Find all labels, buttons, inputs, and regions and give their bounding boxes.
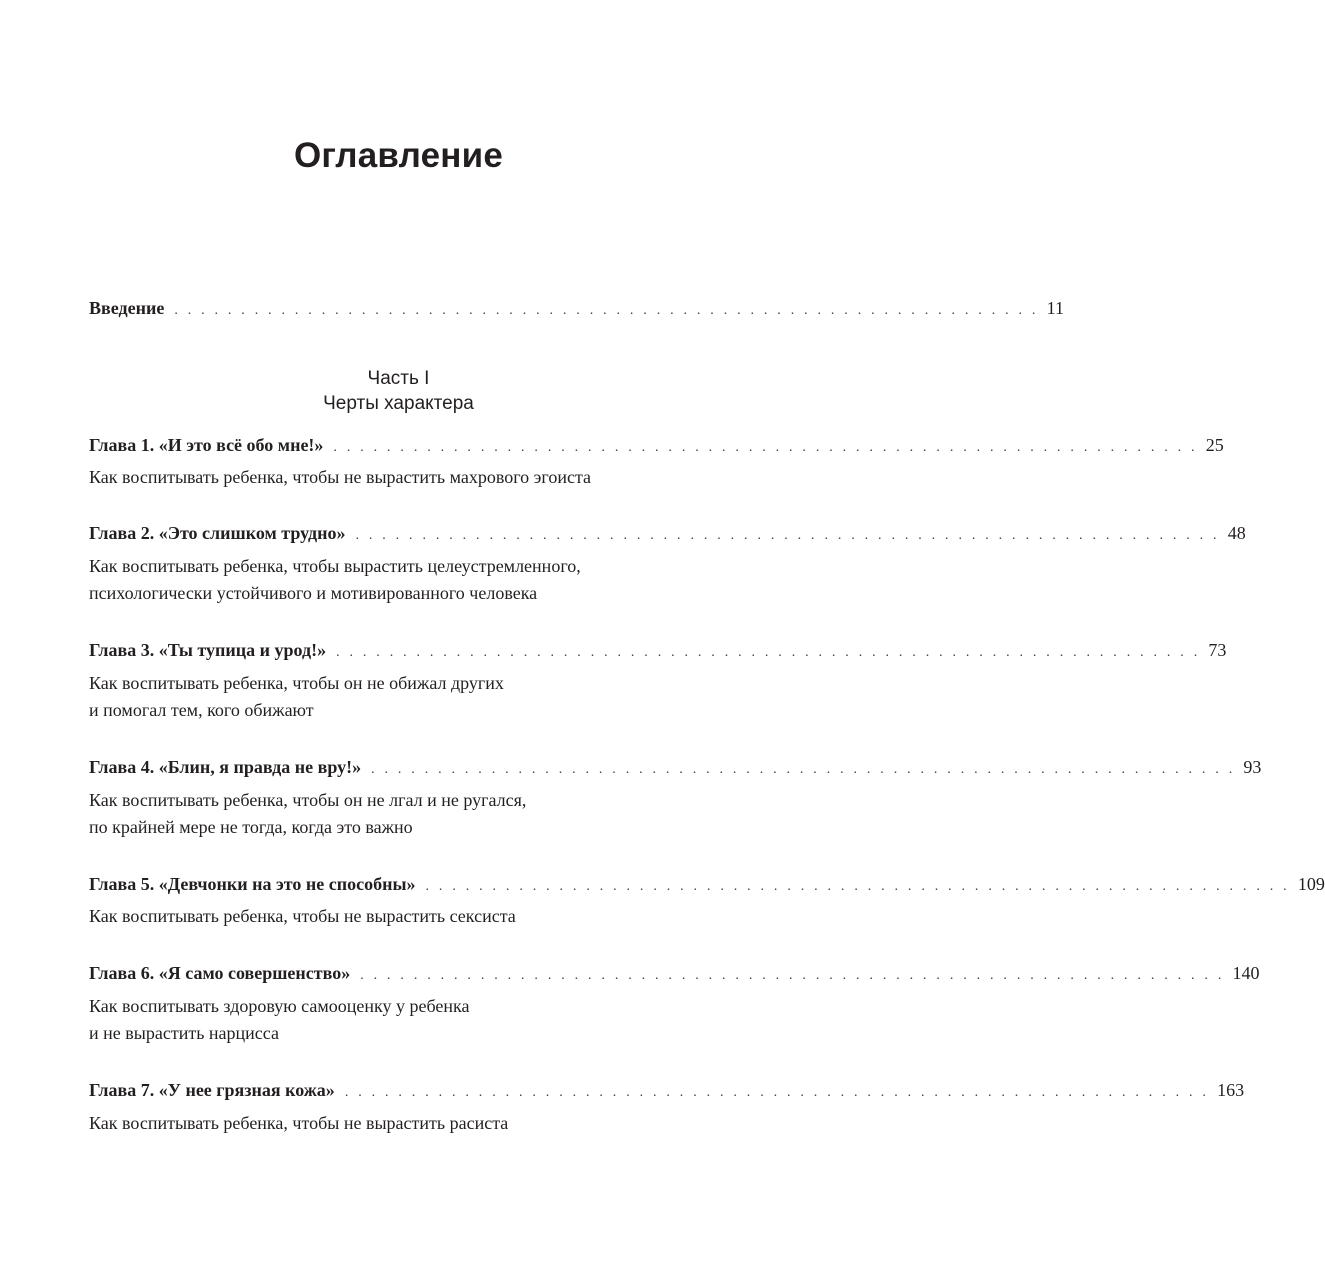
toc-page-number: 11 [1046,298,1064,318]
toc-entry-chapter-6[interactable] [89,960,1260,986]
toc-entry-title: Глава 2. «Это слишком трудно» [89,523,346,543]
toc-entry-subtitle [89,464,729,491]
toc-entry-title: Глава 5. «Девчонки на это не способны» [89,874,416,894]
toc-entry-subtitle [89,903,729,930]
dot-leader: . . . . . . . . . . . . . . . . . . . . . . . . . . . . . . . . . . . . . . . . . . . . . . . . . . . . . . . . . . . . . . . . . [174,303,1039,318]
subtitle-line: Как воспитывать ребенка, чтобы не вырастить махрового эгоиста [89,467,592,487]
page-title: Оглавление [293,136,504,175]
toc-entry-subtitle [89,553,729,607]
toc-page-number: 73 [1208,640,1227,660]
toc-entry-chapter-7[interactable] [89,1077,1245,1103]
dot-leader: . . . . . . . . . . . . . . . . . . . . . . . . . . . . . . . . . . . . . . . . . . . . . . . . . . . . . . . . . . . . . . . . . [371,762,1236,777]
toc-entry-chapter-3[interactable] [89,637,1227,663]
toc-entry-subtitle [89,670,729,724]
toc-entry-title: Глава 3. «Ты тупица и урод!» [89,640,327,660]
subtitle-line: Как воспитывать ребенка, чтобы не вырастить сексиста [89,906,516,926]
subtitle-line: Как воспитывать ребенка, чтобы он не обижал других [89,673,504,693]
toc-page-number: 93 [1243,757,1262,777]
subtitle-line: по крайней мере не тогда, когда это важно [89,817,413,837]
subtitle-line: Как воспитывать здоровую самооценку у ребенка [89,996,470,1016]
toc-page-number: 48 [1227,523,1246,543]
toc-entry-title: Глава 7. «У нее грязная кожа» [89,1080,335,1100]
toc-entry-title: Глава 6. «Я само совершенство» [89,963,351,983]
subtitle-line: Как воспитывать ребенка, чтобы вырастить целеустремленного, [89,556,581,576]
subtitle-line: и не вырастить нарцисса [89,1023,279,1043]
subtitle-line: Как воспитывать ребенка, чтобы он не лгал и не ругался, [89,790,527,810]
part-title: Черты характера [323,393,474,414]
dot-leader: . . . . . . . . . . . . . . . . . . . . . . . . . . . . . . . . . . . . . . . . . . . . . . . . . . . . . . . . . . . . . . . . . [360,968,1225,983]
toc-entry-title: Глава 1. «И это всё обо мне!» [89,435,324,455]
toc-entry-title: Глава 4. «Блин, я правда не вру!» [89,757,362,777]
dot-leader: . . . . . . . . . . . . . . . . . . . . . . . . . . . . . . . . . . . . . . . . . . . . . . . . . . . . . . . . . . . . . . . . . [333,440,1198,455]
toc-entry-subtitle [89,787,729,841]
part-label: Часть I [367,368,430,389]
toc-entry-subtitle [89,993,729,1047]
subtitle-line: Как воспитывать ребенка, чтобы не вырастить расиста [89,1113,509,1133]
toc-page-number: 140 [1232,963,1260,983]
toc-page-number: 25 [1205,435,1224,455]
toc-entry-introduction[interactable] [89,295,1064,321]
subtitle-line: и помогал тем, кого обижают [89,700,314,720]
dot-leader: . . . . . . . . . . . . . . . . . . . . . . . . . . . . . . . . . . . . . . . . . . . . . . . . . . . . . . . . . . . . . . . . . [425,879,1290,894]
toc-entry-subtitle [89,1110,729,1137]
dot-leader: . . . . . . . . . . . . . . . . . . . . . . . . . . . . . . . . . . . . . . . . . . . . . . . . . . . . . . . . . . . . . . . . . [336,645,1201,660]
toc-entry-title: Введение [89,298,165,318]
dot-leader: . . . . . . . . . . . . . . . . . . . . . . . . . . . . . . . . . . . . . . . . . . . . . . . . . . . . . . . . . . . . . . . . . [344,1085,1210,1100]
toc-entry-chapter-2[interactable] [89,520,1246,546]
toc-entry-chapter-5[interactable] [89,871,1325,897]
toc-page-number: 163 [1217,1080,1245,1100]
dot-leader: . . . . . . . . . . . . . . . . . . . . . . . . . . . . . . . . . . . . . . . . . . . . . . . . . . . . . . . . . . . . . . . . . [355,528,1220,543]
toc-entry-chapter-4[interactable] [89,754,1262,780]
toc-page-number: 109 [1297,874,1325,894]
subtitle-line: психологически устойчивого и мотивированного человека [89,583,538,603]
toc-entry-chapter-1[interactable] [89,432,1224,458]
part-heading [0,366,797,416]
